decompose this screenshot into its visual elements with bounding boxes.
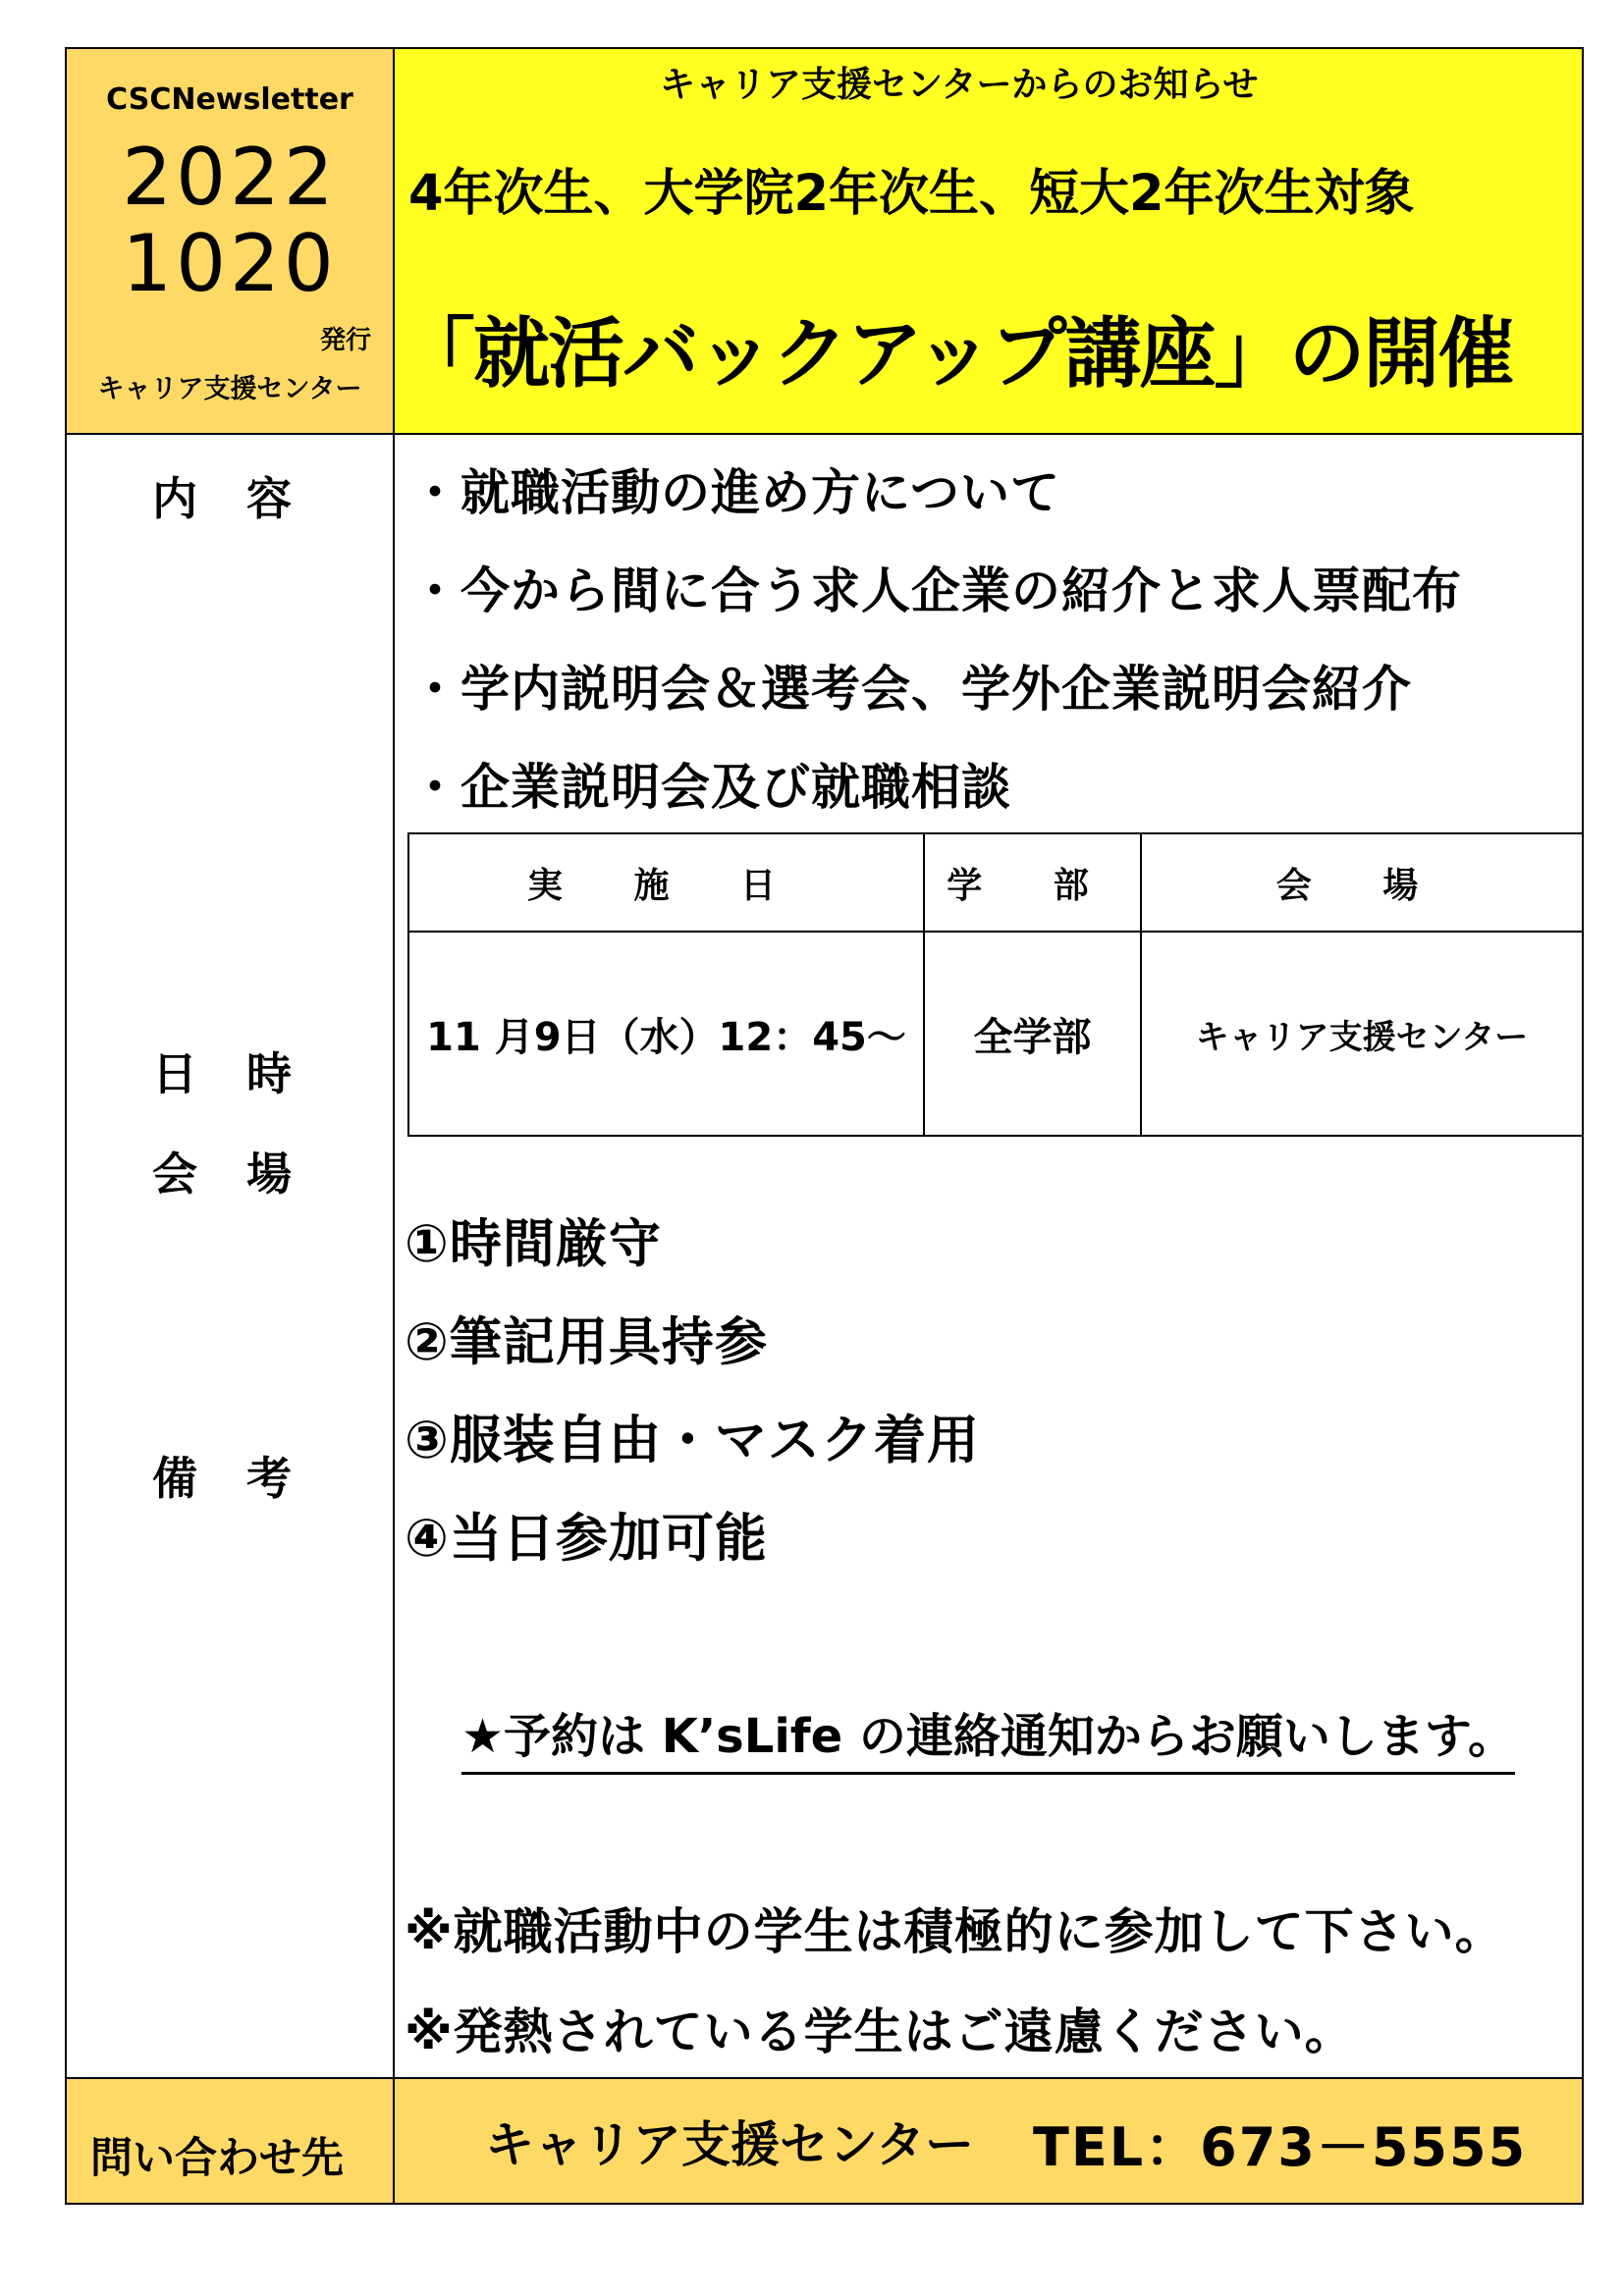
contact-org: キャリア支援センター (485, 2116, 974, 2173)
content-item: ・学内説明会＆選考会、学外企業説明会紹介 (410, 661, 1412, 718)
header-venue: 会 場 (1141, 833, 1583, 932)
note-item: ※就職活動中の学生は積極的に参加して下さい。 (405, 1903, 1505, 1960)
label-datetime: 日時 (152, 1047, 341, 1100)
page-title: 「就活バックアップ講座」の開催 (399, 310, 1513, 399)
remark-item: ①時間厳守 (405, 1214, 662, 1274)
issued-label: 発行 (320, 326, 372, 355)
remark-item: ④当日参加可能 (405, 1509, 768, 1569)
newsletter-year: 2022 (122, 132, 338, 223)
header-faculty: 学 部 (924, 833, 1141, 932)
schedule-table (407, 832, 1584, 1137)
label-content: 内容 (152, 472, 341, 525)
cell-date: 11 月9日（水）12：45～ (408, 932, 924, 1136)
remark-item: ②筆記用具持参 (405, 1312, 768, 1372)
newsletter-label: CSCNewsletter (106, 82, 353, 117)
footer-divider (65, 2077, 1584, 2079)
notice-line: キャリア支援センターからのお知らせ (660, 65, 1259, 105)
note-item: ※発熱されている学生はご遠慮ください。 (405, 2003, 1355, 2060)
target-audience: 4年次生、大学院2年次生、短大2年次生対象 (408, 165, 1415, 223)
reservation-note: ★予約は K’sLife の連絡通知からお願いします。 (461, 1698, 1515, 1775)
table-row (408, 932, 1583, 1136)
newsletter-date: 1020 (122, 218, 338, 309)
contact-tel: TEL：673－5555 (1033, 2116, 1528, 2178)
content-item: ・今から間に合う求人企業の紹介と求人票配布 (410, 562, 1462, 619)
header-divider (65, 433, 1584, 435)
header-date: 実 施 日 (408, 833, 924, 932)
content-item: ・企業説明会及び就職相談 (410, 759, 1011, 816)
cell-faculty: 全学部 (924, 932, 1141, 1136)
publisher: キャリア支援センター (97, 374, 362, 404)
remark-item: ③服装自由・マスク着用 (405, 1411, 980, 1470)
column-divider (393, 47, 395, 2205)
content-item: ・就職活動の進め方について (410, 464, 1060, 521)
schedule-header-row (408, 833, 1583, 932)
label-venue: 会場 (152, 1148, 341, 1201)
cell-venue: キャリア支援センター (1141, 932, 1583, 1136)
contact-label: 問い合わせ先 (90, 2134, 344, 2183)
label-remarks: 備考 (152, 1452, 341, 1505)
